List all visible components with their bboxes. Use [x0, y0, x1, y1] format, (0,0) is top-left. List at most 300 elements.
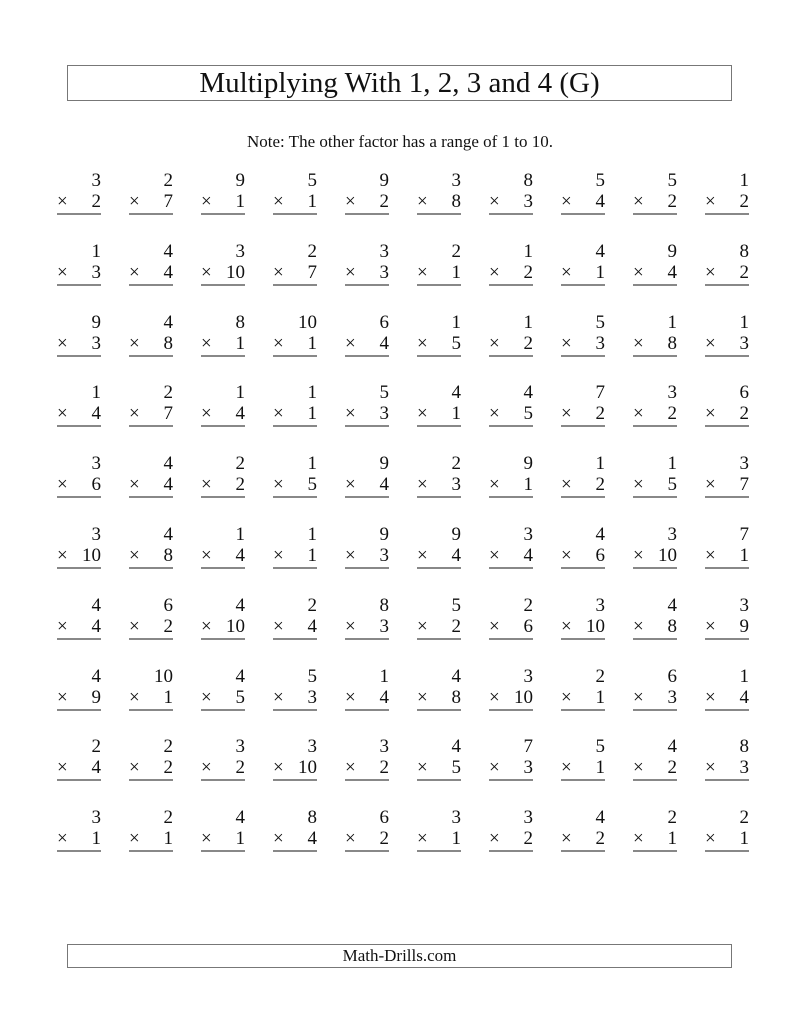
second-factor-line — [57, 828, 101, 852]
first-factor: 4 — [163, 240, 173, 262]
second-factor: 3 — [739, 757, 749, 779]
times-sign: × — [417, 545, 428, 566]
second-factor-line — [201, 757, 245, 781]
first-factor: 7 — [739, 524, 749, 545]
first-factor: 3 — [523, 807, 533, 829]
times-sign: × — [201, 403, 212, 425]
second-factor-line — [705, 828, 749, 852]
second-factor: 1 — [739, 545, 749, 566]
multiplication-problem — [273, 595, 317, 640]
second-factor: 1 — [307, 332, 317, 354]
second-factor-line — [345, 757, 389, 781]
times-sign: × — [345, 757, 356, 779]
first-factor: 5 — [451, 594, 461, 616]
second-factor: 2 — [523, 261, 533, 283]
first-factor: 5 — [307, 170, 317, 191]
second-factor: 2 — [379, 828, 389, 850]
first-factor: 3 — [235, 736, 245, 758]
first-factor: 4 — [451, 736, 461, 758]
first-factor: 9 — [451, 524, 461, 545]
multiplication-problem — [273, 453, 317, 498]
second-factor-line — [201, 828, 245, 852]
multiplication-problem — [273, 736, 317, 781]
times-sign: × — [561, 686, 572, 708]
times-sign: × — [273, 403, 284, 425]
first-factor: 3 — [739, 594, 749, 616]
second-factor-line — [417, 191, 461, 215]
multiplication-problem — [417, 453, 461, 498]
first-factor: 9 — [235, 170, 245, 191]
second-factor: 3 — [595, 332, 605, 354]
first-factor: 2 — [163, 736, 173, 758]
first-factor: 3 — [595, 594, 605, 616]
times-sign: × — [345, 332, 356, 354]
first-factor: 6 — [667, 665, 677, 687]
second-factor-line — [345, 616, 389, 640]
second-factor-line — [561, 191, 605, 215]
second-factor: 4 — [595, 191, 605, 212]
multiplication-problem — [633, 453, 677, 498]
times-sign: × — [489, 615, 500, 637]
first-factor: 6 — [163, 594, 173, 616]
second-factor-line — [273, 474, 317, 498]
multiplication-problem — [57, 524, 101, 569]
second-factor-line — [417, 403, 461, 427]
second-factor: 2 — [523, 332, 533, 354]
times-sign: × — [489, 828, 500, 850]
multiplication-problem — [345, 666, 389, 711]
multiplication-problem — [489, 524, 533, 569]
multiplication-problem — [417, 382, 461, 427]
multiplication-problem — [561, 312, 605, 357]
times-sign: × — [57, 615, 68, 637]
first-factor: 3 — [91, 807, 101, 829]
first-factor: 3 — [451, 170, 461, 191]
second-factor-line — [633, 545, 677, 569]
times-sign: × — [129, 474, 140, 496]
second-factor: 8 — [667, 332, 677, 354]
times-sign: × — [417, 828, 428, 850]
second-factor: 4 — [91, 757, 101, 779]
second-factor: 3 — [379, 545, 389, 566]
second-factor-line — [705, 545, 749, 569]
second-factor: 1 — [595, 757, 605, 779]
second-factor: 1 — [451, 261, 461, 283]
first-factor: 10 — [154, 665, 173, 687]
multiplication-problem — [129, 595, 173, 640]
second-factor-line — [633, 333, 677, 357]
second-factor: 5 — [667, 474, 677, 496]
second-factor-line — [129, 333, 173, 357]
multiplication-problem — [201, 453, 245, 498]
second-factor-line — [633, 474, 677, 498]
second-factor-line — [57, 191, 101, 215]
times-sign: × — [57, 403, 68, 425]
second-factor-line — [345, 828, 389, 852]
worksheet-note: Note: The other factor has a range of 1 to 10. — [246, 132, 554, 151]
first-factor: 1 — [523, 240, 533, 262]
multiplication-problem — [489, 241, 533, 286]
multiplication-problem — [57, 595, 101, 640]
multiplication-problem — [705, 807, 749, 852]
first-factor: 1 — [235, 382, 245, 404]
second-factor-line — [489, 757, 533, 781]
times-sign: × — [705, 757, 716, 779]
times-sign: × — [201, 828, 212, 850]
first-factor: 5 — [595, 311, 605, 333]
multiplication-problem — [129, 312, 173, 357]
multiplication-problem — [57, 241, 101, 286]
times-sign: × — [633, 403, 644, 425]
multiplication-problem — [273, 382, 317, 427]
second-factor: 2 — [667, 191, 677, 212]
multiplication-problem — [345, 241, 389, 286]
times-sign: × — [129, 686, 140, 708]
multiplication-problem — [633, 666, 677, 711]
first-factor: 7 — [523, 736, 533, 758]
second-factor: 8 — [451, 686, 461, 708]
second-factor: 1 — [523, 474, 533, 496]
second-factor-line — [633, 828, 677, 852]
times-sign: × — [417, 757, 428, 779]
second-factor-line — [417, 262, 461, 286]
multiplication-problem — [561, 807, 605, 852]
times-sign: × — [489, 474, 500, 496]
second-factor: 10 — [226, 261, 245, 283]
multiplication-problem — [57, 807, 101, 852]
second-factor: 4 — [307, 615, 317, 637]
multiplication-problem — [345, 453, 389, 498]
second-factor: 7 — [163, 191, 173, 212]
times-sign: × — [345, 191, 356, 212]
second-factor: 2 — [91, 191, 101, 212]
second-factor: 9 — [739, 615, 749, 637]
times-sign: × — [561, 403, 572, 425]
multiplication-problem — [633, 312, 677, 357]
times-sign: × — [129, 332, 140, 354]
second-factor: 4 — [91, 615, 101, 637]
first-factor: 8 — [523, 170, 533, 191]
second-factor-line — [273, 191, 317, 215]
first-factor: 4 — [163, 311, 173, 333]
second-factor-line — [57, 757, 101, 781]
first-factor: 3 — [523, 524, 533, 545]
first-factor: 3 — [739, 453, 749, 475]
times-sign: × — [489, 191, 500, 212]
second-factor-line — [345, 545, 389, 569]
first-factor: 8 — [739, 736, 749, 758]
times-sign: × — [561, 332, 572, 354]
multiplication-problem — [57, 382, 101, 427]
multiplication-problem — [201, 807, 245, 852]
times-sign: × — [57, 757, 68, 779]
second-factor-line — [201, 403, 245, 427]
first-factor: 9 — [379, 453, 389, 475]
second-factor-line — [273, 687, 317, 711]
second-factor: 5 — [451, 757, 461, 779]
second-factor: 8 — [667, 615, 677, 637]
multiplication-problem — [273, 807, 317, 852]
second-factor-line — [561, 474, 605, 498]
times-sign: × — [201, 615, 212, 637]
times-sign: × — [57, 828, 68, 850]
multiplication-problem — [273, 666, 317, 711]
times-sign: × — [705, 474, 716, 496]
times-sign: × — [633, 828, 644, 850]
multiplication-problem — [57, 170, 101, 215]
times-sign: × — [489, 686, 500, 708]
second-factor: 2 — [163, 615, 173, 637]
multiplication-problem — [705, 736, 749, 781]
first-factor: 1 — [91, 382, 101, 404]
multiplication-problem — [489, 595, 533, 640]
first-factor: 5 — [667, 170, 677, 191]
second-factor: 4 — [739, 686, 749, 708]
times-sign: × — [705, 403, 716, 425]
second-factor-line — [129, 545, 173, 569]
second-factor-line — [417, 616, 461, 640]
multiplication-problem — [561, 382, 605, 427]
first-factor: 3 — [667, 524, 677, 545]
times-sign: × — [129, 828, 140, 850]
times-sign: × — [273, 615, 284, 637]
first-factor: 2 — [307, 240, 317, 262]
second-factor: 1 — [307, 403, 317, 425]
multiplication-problem — [489, 666, 533, 711]
first-factor: 9 — [667, 240, 677, 262]
times-sign: × — [129, 191, 140, 212]
times-sign: × — [705, 332, 716, 354]
times-sign: × — [273, 545, 284, 566]
first-factor: 1 — [307, 453, 317, 475]
times-sign: × — [129, 545, 140, 566]
first-factor: 2 — [235, 453, 245, 475]
multiplication-problem — [417, 666, 461, 711]
first-factor: 1 — [451, 311, 461, 333]
second-factor: 2 — [451, 615, 461, 637]
multiplication-problem — [201, 170, 245, 215]
second-factor-line — [489, 333, 533, 357]
second-factor: 4 — [163, 474, 173, 496]
times-sign: × — [561, 261, 572, 283]
second-factor: 10 — [82, 545, 101, 566]
first-factor: 6 — [379, 311, 389, 333]
second-factor: 6 — [595, 545, 605, 566]
first-factor: 4 — [667, 736, 677, 758]
first-factor: 5 — [379, 382, 389, 404]
second-factor: 4 — [307, 828, 317, 850]
second-factor: 2 — [739, 261, 749, 283]
times-sign: × — [417, 332, 428, 354]
multiplication-problem — [417, 241, 461, 286]
second-factor-line — [345, 191, 389, 215]
second-factor: 2 — [595, 403, 605, 425]
times-sign: × — [633, 191, 644, 212]
multiplication-problem — [561, 666, 605, 711]
first-factor: 4 — [595, 807, 605, 829]
times-sign: × — [345, 828, 356, 850]
first-factor: 5 — [307, 665, 317, 687]
times-sign: × — [633, 332, 644, 354]
second-factor: 4 — [163, 261, 173, 283]
multiplication-problem — [57, 666, 101, 711]
second-factor-line — [705, 333, 749, 357]
second-factor-line — [273, 828, 317, 852]
second-factor: 8 — [163, 545, 173, 566]
second-factor: 1 — [595, 261, 605, 283]
second-factor: 10 — [514, 686, 533, 708]
second-factor: 5 — [235, 686, 245, 708]
second-factor-line — [705, 616, 749, 640]
second-factor: 10 — [226, 615, 245, 637]
times-sign: × — [345, 261, 356, 283]
multiplication-problem — [345, 595, 389, 640]
first-factor: 2 — [667, 807, 677, 829]
second-factor: 4 — [235, 403, 245, 425]
second-factor: 5 — [523, 403, 533, 425]
second-factor: 1 — [163, 686, 173, 708]
worksheet-title: Multiplying With 1, 2, 3 and 4 (G) — [67, 65, 732, 101]
times-sign: × — [201, 474, 212, 496]
times-sign: × — [633, 757, 644, 779]
times-sign: × — [57, 686, 68, 708]
second-factor: 10 — [658, 545, 677, 566]
times-sign: × — [633, 261, 644, 283]
second-factor-line — [489, 545, 533, 569]
second-factor: 3 — [667, 686, 677, 708]
multiplication-problem — [705, 595, 749, 640]
first-factor: 1 — [379, 665, 389, 687]
second-factor: 2 — [235, 474, 245, 496]
multiplication-problem — [57, 312, 101, 357]
first-factor: 6 — [739, 382, 749, 404]
second-factor: 2 — [379, 191, 389, 212]
first-factor: 2 — [595, 665, 605, 687]
multiplication-problem — [489, 453, 533, 498]
multiplication-problem — [129, 666, 173, 711]
second-factor: 4 — [379, 474, 389, 496]
second-factor-line — [417, 474, 461, 498]
times-sign: × — [417, 261, 428, 283]
first-factor: 4 — [235, 594, 245, 616]
second-factor-line — [489, 474, 533, 498]
second-factor-line — [489, 687, 533, 711]
second-factor-line — [633, 616, 677, 640]
second-factor: 3 — [91, 332, 101, 354]
first-factor: 7 — [595, 382, 605, 404]
first-factor: 2 — [451, 453, 461, 475]
first-factor: 6 — [379, 807, 389, 829]
multiplication-problem — [129, 524, 173, 569]
second-factor-line — [633, 191, 677, 215]
times-sign: × — [417, 191, 428, 212]
multiplication-problem — [273, 312, 317, 357]
times-sign: × — [129, 615, 140, 637]
second-factor: 3 — [91, 261, 101, 283]
first-factor: 1 — [667, 453, 677, 475]
multiplication-problem — [201, 524, 245, 569]
times-sign: × — [345, 615, 356, 637]
second-factor-line — [129, 191, 173, 215]
multiplication-problem — [57, 736, 101, 781]
second-factor: 2 — [595, 828, 605, 850]
times-sign: × — [633, 615, 644, 637]
first-factor: 3 — [235, 240, 245, 262]
multiplication-problem — [561, 595, 605, 640]
first-factor: 2 — [739, 807, 749, 829]
second-factor-line — [345, 403, 389, 427]
first-factor: 4 — [235, 665, 245, 687]
times-sign: × — [201, 757, 212, 779]
first-factor: 4 — [163, 453, 173, 475]
multiplication-problem — [633, 241, 677, 286]
multiplication-problem — [345, 807, 389, 852]
multiplication-problem — [633, 807, 677, 852]
multiplication-problem — [417, 312, 461, 357]
times-sign: × — [345, 686, 356, 708]
second-factor: 1 — [235, 828, 245, 850]
times-sign: × — [633, 474, 644, 496]
second-factor: 4 — [235, 545, 245, 566]
second-factor: 6 — [523, 615, 533, 637]
second-factor-line — [417, 333, 461, 357]
second-factor: 3 — [523, 191, 533, 212]
multiplication-problem — [633, 524, 677, 569]
multiplication-problem — [705, 312, 749, 357]
second-factor: 2 — [163, 757, 173, 779]
first-factor: 4 — [91, 594, 101, 616]
first-factor: 1 — [307, 524, 317, 545]
second-factor-line — [489, 616, 533, 640]
first-factor: 1 — [667, 311, 677, 333]
first-factor: 8 — [379, 594, 389, 616]
second-factor-line — [129, 262, 173, 286]
times-sign: × — [129, 261, 140, 283]
second-factor-line — [561, 828, 605, 852]
first-factor: 2 — [307, 594, 317, 616]
first-factor: 5 — [595, 170, 605, 191]
second-factor: 2 — [667, 403, 677, 425]
second-factor: 1 — [595, 686, 605, 708]
times-sign: × — [273, 686, 284, 708]
second-factor-line — [489, 262, 533, 286]
multiplication-problem — [417, 524, 461, 569]
multiplication-problem — [489, 170, 533, 215]
second-factor: 7 — [163, 403, 173, 425]
times-sign: × — [57, 545, 68, 566]
first-factor: 4 — [523, 382, 533, 404]
times-sign: × — [273, 474, 284, 496]
first-factor: 8 — [235, 311, 245, 333]
second-factor-line — [705, 191, 749, 215]
second-factor: 3 — [379, 261, 389, 283]
first-factor: 3 — [451, 807, 461, 829]
second-factor-line — [345, 687, 389, 711]
second-factor: 2 — [379, 757, 389, 779]
first-factor: 1 — [739, 170, 749, 191]
second-factor: 9 — [91, 686, 101, 708]
second-factor: 4 — [451, 545, 461, 566]
times-sign: × — [201, 191, 212, 212]
multiplication-problem — [633, 170, 677, 215]
multiplication-problem — [633, 736, 677, 781]
multiplication-problem — [345, 312, 389, 357]
first-factor: 1 — [91, 240, 101, 262]
second-factor-line — [129, 616, 173, 640]
first-factor: 3 — [667, 382, 677, 404]
first-factor: 4 — [451, 382, 461, 404]
times-sign: × — [705, 545, 716, 566]
